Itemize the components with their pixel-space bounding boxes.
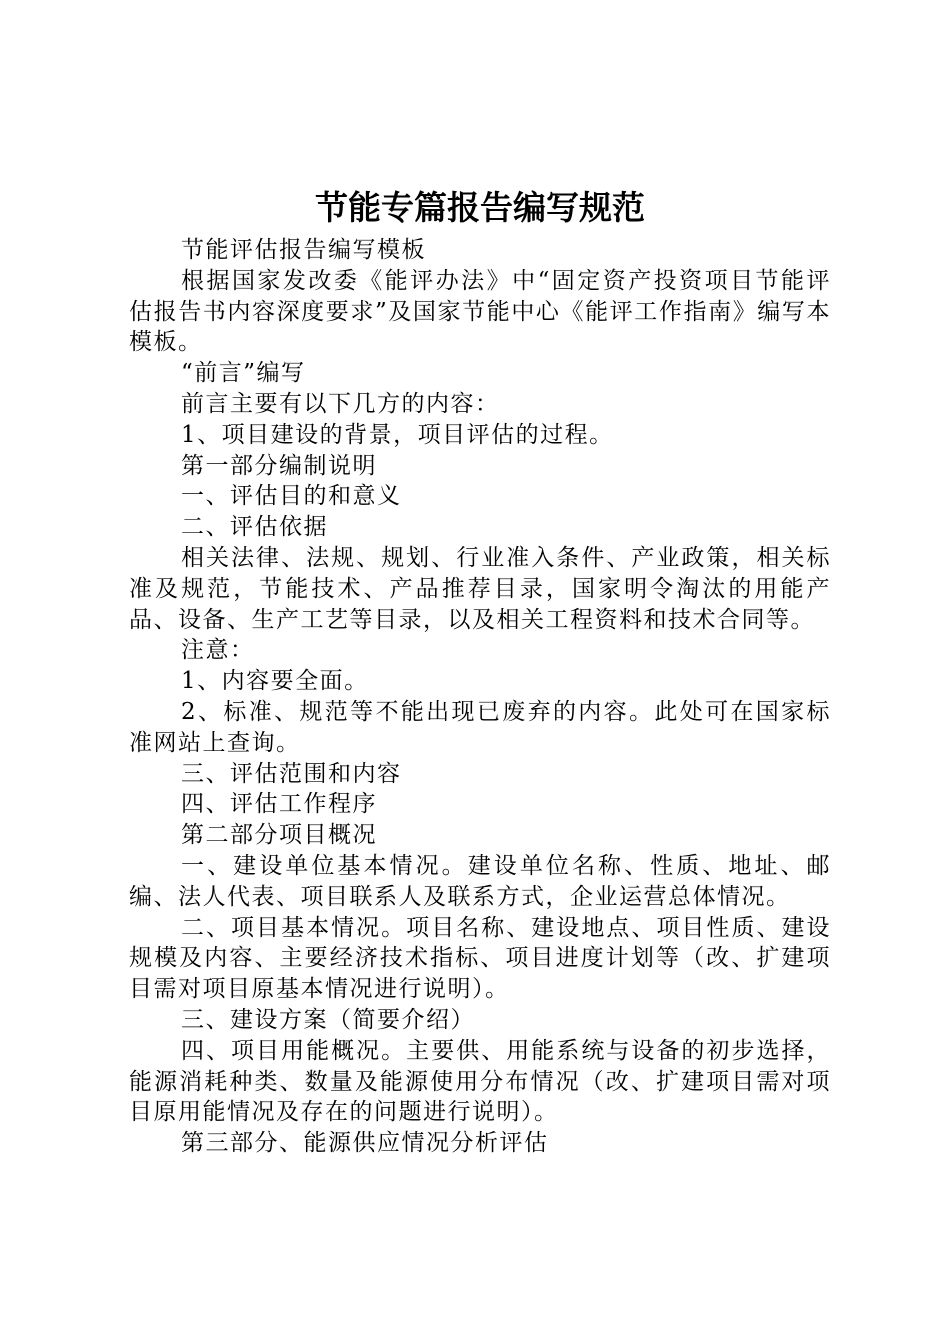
document-title: 节能专篇报告编写规范 (315, 188, 645, 227)
paragraph-project-info: 二、项目基本情况。项目名称、建设地点、项目性质、建设规模及内容、主要经济技术指标、项目进度计划等（改、扩建项目需对项目原基本情况进行说明）。 (129, 914, 831, 1003)
paragraph-notice-item-2: 2、标准、规范等不能出现已废弃的内容。此处可在国家标准网站上查询。 (129, 698, 831, 756)
paragraph-section-basis: 二、评估依据 (181, 514, 328, 541)
paragraph-section-purpose: 一、评估目的和意义 (181, 483, 402, 510)
paragraph-notice-heading: 注意： (181, 637, 255, 664)
paragraph-energy-overview: 四、项目用能概况。主要供、用能系统与设备的初步选择，能源消耗种类、数量及能源使用分布情况（改、扩建项目需对项目原用能情况及存在的问题进行说明）。 (129, 1037, 831, 1126)
paragraph-preface-heading: “前言”编写 (181, 360, 306, 387)
paragraph-part-2-heading: 第二部分项目概况 (181, 822, 377, 849)
document-body (129, 235, 831, 1159)
paragraph-preface-item-1: 1、项目建设的背景，项目评估的过程。 (181, 421, 614, 448)
paragraph-section-scope: 三、评估范围和内容 (181, 760, 402, 787)
paragraph-basis: 根据国家发改委《能评办法》中“固定资产投资项目节能评估报告书内容深度要求”及国家节能中心《能评工作指南》编写本模板。 (129, 267, 831, 356)
paragraph-notice-item-1: 1、内容要全面。 (181, 668, 369, 695)
paragraph-part-1-heading: 第一部分编制说明 (181, 452, 377, 479)
paragraph-builder-info: 一、建设单位基本情况。建设单位名称、性质、地址、邮编、法人代表、项目联系人及联系方式，企业运营总体情况。 (129, 852, 831, 910)
paragraph-section-procedure: 四、评估工作程序 (181, 791, 377, 818)
paragraph-construction-plan: 三、建设方案（简要介绍） (181, 1006, 475, 1033)
paragraph-preface-intro: 前言主要有以下几方的内容： (181, 390, 500, 417)
paragraph-basis-detail: 相关法律、法规、规划、行业准入条件、产业政策，相关标准及规范，节能技术、产品推荐目录，国家明令淘汰的用能产品、设备、生产工艺等目录，以及相关工程资料和技术合同等。 (129, 544, 831, 633)
paragraph-template-heading: 节能评估报告编写模板 (181, 237, 426, 263)
paragraph-part-3-heading: 第三部分、能源供应情况分析评估 (181, 1130, 549, 1157)
